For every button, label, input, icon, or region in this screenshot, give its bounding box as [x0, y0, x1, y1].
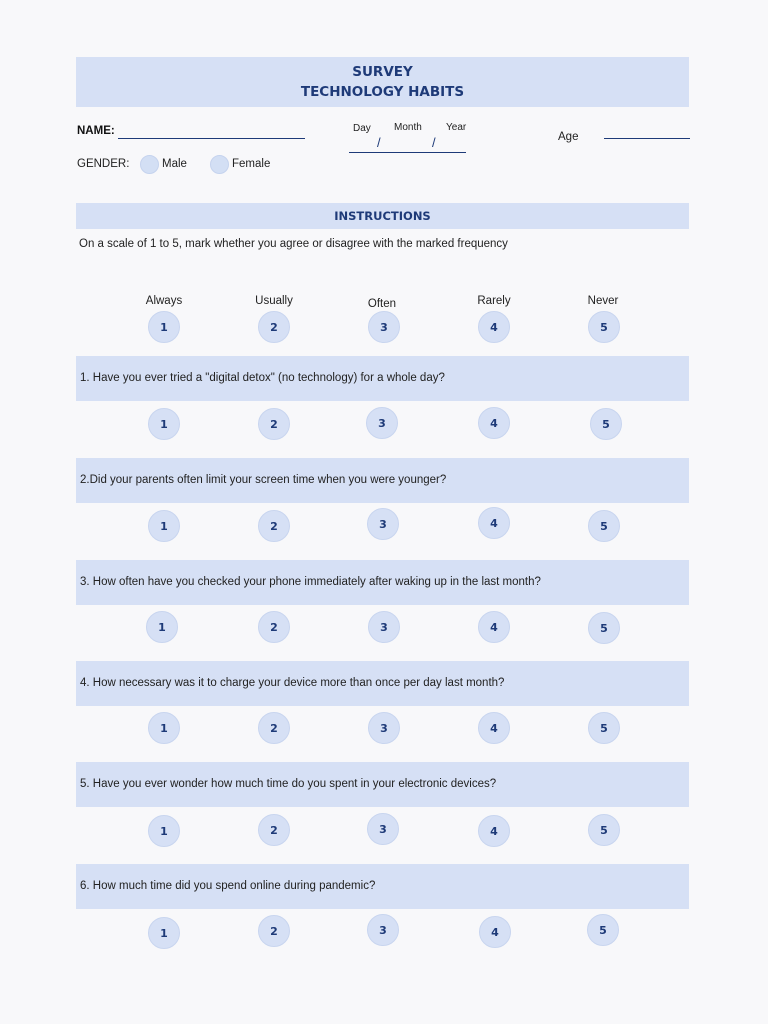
scale-label-rarely: Rarely	[477, 295, 511, 307]
date-field[interactable]	[349, 152, 466, 153]
survey-title: SURVEY	[352, 64, 413, 80]
q1-option-1[interactable]: 1	[148, 408, 180, 440]
question-2-banner	[76, 458, 689, 503]
q3-option-2[interactable]: 2	[258, 611, 290, 643]
date-separator: /	[432, 135, 436, 150]
scale-label-never: Never	[587, 295, 619, 307]
question-3-banner	[76, 560, 689, 605]
age-field[interactable]	[604, 138, 690, 139]
scale-label-always: Always	[145, 295, 183, 307]
q1-option-5[interactable]: 5	[590, 408, 622, 440]
scale-label-often: Often	[367, 298, 397, 310]
month-label: Month	[394, 122, 422, 133]
scale-label-usually: Usually	[255, 295, 293, 307]
question-1-text: 1. Have you ever tried a "digital detox" (no technology) for a whole day?	[80, 372, 445, 384]
name-field[interactable]	[118, 138, 305, 139]
question-6-text: 6. How much time did you spend online during pandemic?	[80, 880, 376, 892]
q6-option-3[interactable]: 3	[367, 914, 399, 946]
q6-option-1[interactable]: 1	[148, 917, 180, 949]
q5-option-1[interactable]: 1	[148, 815, 180, 847]
question-5-text: 5. Have you ever wonder how much time do you spent in your electronic devices?	[80, 778, 497, 790]
q5-option-3[interactable]: 3	[367, 813, 399, 845]
instructions-text: On a scale of 1 to 5, mark whether you agree or disagree with the marked frequency	[79, 238, 508, 250]
question-1-banner	[76, 356, 689, 401]
scale-legend-2: 2	[258, 311, 290, 343]
q5-option-5[interactable]: 5	[588, 814, 620, 846]
female-radio[interactable]	[210, 155, 229, 174]
instructions-banner	[76, 203, 689, 229]
gender-label: GENDER:	[77, 158, 130, 170]
q2-option-3[interactable]: 3	[367, 508, 399, 540]
scale-legend-3: 3	[368, 311, 400, 343]
q4-option-2[interactable]: 2	[258, 712, 290, 744]
instructions-title: INSTRUCTIONS	[334, 209, 431, 223]
q4-option-5[interactable]: 5	[588, 712, 620, 744]
q4-option-1[interactable]: 1	[148, 712, 180, 744]
question-2-text: 2.Did your parents often limit your screen time when you were younger?	[80, 474, 447, 486]
q3-option-1[interactable]: 1	[146, 611, 178, 643]
question-6-banner	[76, 864, 689, 909]
scale-legend-5: 5	[588, 311, 620, 343]
scale-legend-1: 1	[148, 311, 180, 343]
year-label: Year	[446, 122, 467, 133]
q6-option-5[interactable]: 5	[587, 914, 619, 946]
scale-legend-4: 4	[478, 311, 510, 343]
question-3-text: 3. How often have you checked your phone immediately after waking up in the last month?	[80, 576, 541, 588]
q2-option-4[interactable]: 4	[478, 507, 510, 539]
male-label: Male	[162, 158, 187, 170]
q4-option-4[interactable]: 4	[478, 712, 510, 744]
day-label: Day	[353, 123, 371, 134]
q1-option-3[interactable]: 3	[366, 407, 398, 439]
q5-option-4[interactable]: 4	[478, 815, 510, 847]
age-label: Age	[558, 131, 579, 143]
q1-option-2[interactable]: 2	[258, 408, 290, 440]
q2-option-1[interactable]: 1	[148, 510, 180, 542]
name-label: NAME:	[77, 125, 115, 137]
survey-title-banner	[76, 57, 689, 107]
question-4-text: 4. How necessary was it to charge your device more than once per day last month?	[80, 677, 505, 689]
q2-option-2[interactable]: 2	[258, 510, 290, 542]
q6-option-2[interactable]: 2	[258, 915, 290, 947]
q2-option-5[interactable]: 5	[588, 510, 620, 542]
question-5-banner	[76, 762, 689, 807]
q3-option-3[interactable]: 3	[368, 611, 400, 643]
question-4-banner	[76, 661, 689, 706]
q3-option-4[interactable]: 4	[478, 611, 510, 643]
q6-option-4[interactable]: 4	[479, 916, 511, 948]
survey-subtitle: TECHNOLOGY HABITS	[300, 84, 465, 100]
q3-option-5[interactable]: 5	[588, 612, 620, 644]
female-label: Female	[232, 158, 271, 170]
q1-option-4[interactable]: 4	[478, 407, 510, 439]
male-radio[interactable]	[140, 155, 159, 174]
date-separator: /	[377, 135, 381, 150]
q5-option-2[interactable]: 2	[258, 814, 290, 846]
q4-option-3[interactable]: 3	[368, 712, 400, 744]
